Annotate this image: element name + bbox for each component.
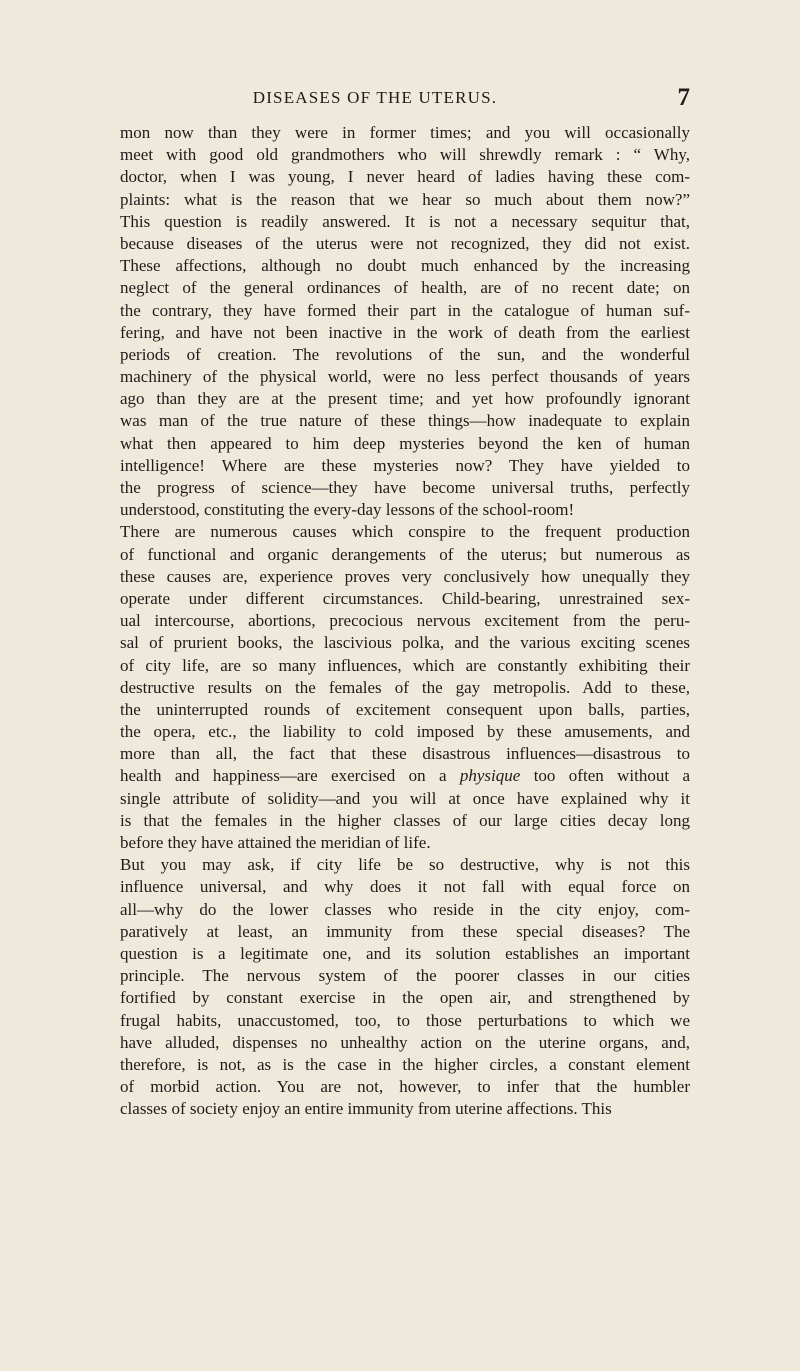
text-line: is that the females in the higher classes of our large cities decay long [120, 810, 690, 830]
text-line: all—why do the lower classes who reside in the city enjoy, com- [120, 899, 690, 919]
text-line: of city life, are so many influences, which are constantly exhibiting their [120, 655, 690, 675]
text-line: ual intercourse, abortions, precocious nervous excitement from the peru- [120, 611, 690, 631]
text-line: sal of prurient books, the lascivious polka, and the various exciting scenes [120, 633, 690, 653]
text-line: intelligence! Where are these mysteries now? They have yielded to [120, 455, 690, 475]
text-line: fering, and have not been inactive in the work of death from the earliest [120, 322, 690, 342]
body-text [120, 122, 690, 1120]
text-line: This question is readily answered. It is not a necessary sequitur that, [120, 211, 690, 231]
text-line: classes of society enjoy an entire immunity from uterine affections. This [120, 1099, 612, 1119]
text-line: periods of creation. The revolutions of the sun, and the wonderful [120, 344, 690, 364]
text-line: There are numerous causes which conspire to the frequent production [120, 522, 690, 542]
text-line: meet with good old grandmothers who will shrewdly remark : “ Why, [120, 145, 690, 165]
text-line: These affections, although no doubt much enhanced by the increasing [120, 256, 690, 276]
text-line: ago than they are at the present time; and yet how profoundly ignorant [120, 389, 690, 409]
text-line: mon now than they were in former times; and you will occasionally [120, 123, 690, 142]
text-line: have alluded, dispenses no unhealthy action on the uterine organs, and, [120, 1032, 690, 1052]
text-line: the opera, etc., the liability to cold imposed by these amusements, and [120, 722, 690, 742]
text-line: single attribute of solidity—and you will at once have explained why it [120, 788, 690, 808]
text-line: frugal habits, unaccustomed, too, to those perturbations to which we [120, 1010, 690, 1030]
text-line: plaints: what is the reason that we hear so much about them now?” [120, 189, 690, 209]
text-line: question is a legitimate one, and its solution establishes an important [120, 943, 690, 963]
text-line: principle. The nervous system of the poorer classes in our cities [120, 966, 690, 986]
text-line: therefore, is not, as is the case in the higher circles, a constant element [120, 1054, 690, 1074]
text-line: operate under different circumstances. Child-bearing, unrestrained sex- [120, 588, 690, 608]
text-line: was man of the true nature of these things—how inadequate to explain [120, 411, 690, 431]
text-line: influence universal, and why does it not fall with equal force on [120, 877, 690, 897]
text-line: before they have attained the meridian of life. [120, 833, 431, 852]
text-line: But you may ask, if city life be so destructive, why is not this [120, 855, 690, 875]
text-line: the progress of science—they have become universal truths, perfectly [120, 478, 690, 497]
text-line: doctor, when I was young, I never heard of ladies having these com- [120, 167, 690, 187]
text-line: what then appeared to him deep mysteries beyond the ken of human [120, 433, 690, 453]
italic-word: physique [459, 766, 521, 786]
running-title: DISEASES OF THE UTERUS. [252, 88, 498, 107]
text-line: fortified by constant exercise in the open air, and strengthened by [120, 988, 690, 1008]
text-line: of morbid action. You are not, however, to infer that the humbler [120, 1077, 690, 1097]
text-line: the uninterrupted rounds of excitement consequent upon balls, parties, [120, 699, 690, 719]
text-line: the contrary, they have formed their part in the catalogue of human suf- [120, 300, 690, 320]
text-line: machinery of the physical world, were no less perfect thousands of years [120, 367, 690, 387]
text-line: paratively at least, an immunity from these special diseases? The [120, 921, 690, 941]
text-line: health and happiness—are exercised on a physique too often without a [120, 766, 690, 786]
text-line: neglect of the general ordinances of health, are of no recent date; on [120, 278, 690, 298]
text-line: because diseases of the uterus were not recognized, they did not exist. [120, 233, 690, 253]
text-line: understood, constituting the every-day lessons of the school-room! [120, 500, 575, 520]
page-number: 7 [677, 84, 690, 111]
text-line: these causes are, experience proves very conclusively how unequally they [120, 566, 690, 586]
running-head [120, 86, 690, 110]
text-line: of functional and organic derangements of the uterus; but numerous as [120, 544, 690, 564]
text-line: more than all, the fact that these disastrous influences—disastrous to [120, 744, 690, 764]
text-line: destructive results on the females of the gay metropolis. Add to these, [120, 677, 690, 697]
